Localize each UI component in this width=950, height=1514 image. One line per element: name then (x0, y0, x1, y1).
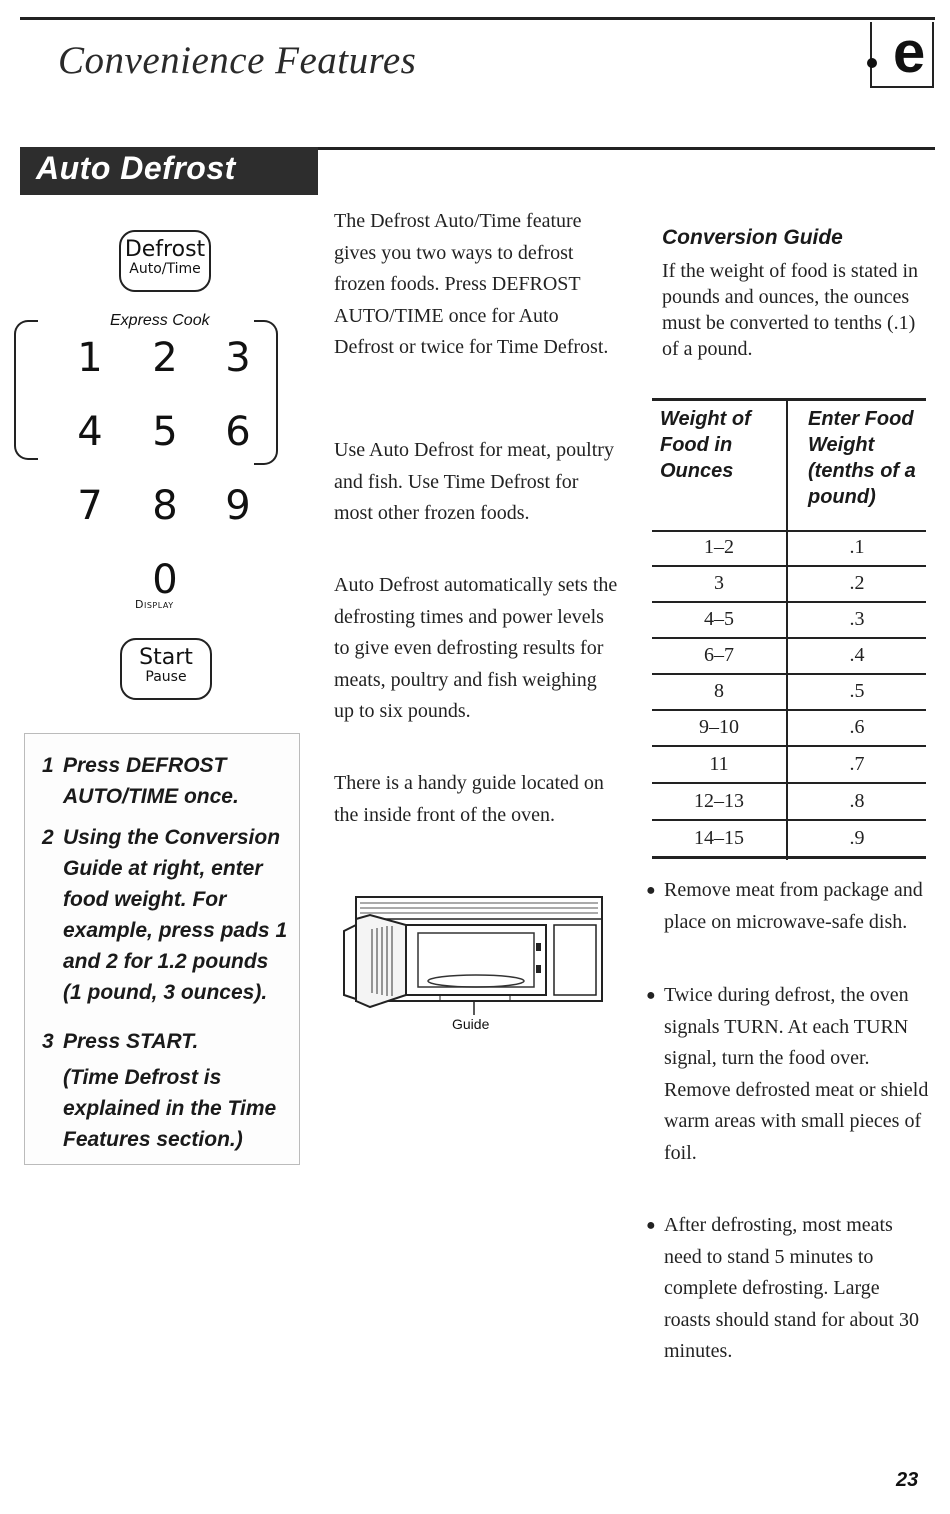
start-pad (120, 638, 212, 700)
table-top-rule (652, 398, 926, 401)
display-label: Display (135, 598, 174, 611)
guide-paragraph: There is a handy guide located on the inside front of the oven. (334, 772, 604, 826)
table-cell-ounces: 14–15 (694, 827, 744, 849)
table-cell-ounces: 3 (714, 572, 724, 594)
oven-illustration (340, 895, 610, 1025)
defrost-pad (119, 230, 211, 292)
table-cell-ounces: 1–2 (704, 536, 734, 558)
table-row-rule (652, 601, 926, 603)
table-cell-tenths: .5 (849, 680, 865, 702)
key-3: 3 (225, 335, 251, 381)
table-cell-tenths: .8 (849, 790, 865, 812)
corner-dot-icon (867, 58, 877, 68)
table-bottom-rule (652, 856, 926, 859)
table-row-rule (652, 673, 926, 675)
oven-drawing (340, 895, 610, 1020)
step-text: Using the Conversion Guide at right, enter food weight. For example, press pads 1 and 2 for 1.2 pounds (1 pound, 3 ounces). (63, 826, 288, 1004)
step-number: 3 (42, 1030, 54, 1053)
table-row-rule (652, 565, 926, 567)
guide-label: Guide (452, 1016, 490, 1032)
step-3 (42, 1026, 292, 1057)
usage-paragraph: Use Auto Defrost for meat, poultry and fish. Use Time Defrost for most other frozen foods. (334, 439, 614, 524)
table-row-rule (652, 709, 926, 711)
key-7: 7 (77, 483, 103, 529)
express-cook-label: Express Cook (110, 312, 210, 329)
key-8: 8 (152, 483, 178, 529)
tip-text: After defrosting, most meats need to stand 5 minutes to complete defrosting. Large roasts should stand for about 30 minutes. (664, 1214, 919, 1362)
table-row-rule (652, 745, 926, 747)
step-note (42, 1062, 292, 1155)
bullet-icon: ● (646, 1217, 656, 1234)
key-9: 9 (225, 483, 251, 529)
step-number: 2 (42, 826, 54, 849)
key-5: 5 (152, 409, 178, 455)
defrost-pad-sublabel: Auto/Time (129, 261, 201, 277)
step-1 (42, 750, 292, 812)
key-0: 0 (152, 557, 178, 603)
tip-bullet-2 (646, 980, 931, 1169)
conversion-guide-intro: If the weight of food is stated in pounds and ounces, the ounces must be converted to tenths (.1) of a pound. (662, 260, 919, 360)
step-note-text: (Time Defrost is explained in the Time Features section.) (63, 1066, 277, 1151)
table-header-ounces: Weight of Food in Ounces (660, 408, 751, 482)
table-row-rule (652, 637, 926, 639)
keypad-illustration (0, 0, 320, 720)
key-4: 4 (77, 409, 103, 455)
conversion-table (652, 398, 926, 860)
table-cell-ounces: 8 (714, 680, 724, 702)
table-header-tenths: Enter Food Weight (tenths of a pound) (808, 408, 916, 508)
express-bracket-left (14, 320, 38, 460)
section-title: Auto Defrost (36, 150, 236, 186)
table-cell-tenths: .4 (849, 644, 865, 666)
bullet-icon: ● (646, 882, 656, 899)
start-pad-label: Start (139, 645, 193, 670)
table-cell-tenths: .3 (849, 608, 865, 630)
table-cell-ounces: 4–5 (704, 608, 734, 630)
step-text: Press START. (63, 1030, 199, 1053)
tip-bullet-3 (646, 1210, 931, 1368)
tip-text: Twice during defrost, the oven signals TURN. At each TURN signal, turn the food over. Remove defrosted meat or shield warm areas with small pieces of foil. (664, 984, 929, 1164)
table-row-rule (652, 782, 926, 784)
step-number: 1 (42, 754, 54, 777)
conversion-guide-title: Conversion Guide (662, 226, 843, 249)
corner-logo-icon: e (893, 20, 926, 85)
table-cell-tenths: .7 (849, 753, 865, 775)
table-cell-tenths: .6 (849, 716, 865, 738)
tip-bullet-1 (646, 875, 931, 938)
step-2 (42, 822, 292, 1008)
tip-text: Remove meat from package and place on microwave-safe dish. (664, 879, 923, 933)
table-cell-tenths: .1 (849, 536, 865, 558)
key-1: 1 (77, 335, 103, 381)
key-6: 6 (225, 409, 251, 455)
start-pad-sublabel: Pause (145, 669, 187, 685)
page-number: 23 (896, 1469, 919, 1491)
table-cell-ounces: 11 (709, 753, 729, 775)
table-row-rule (652, 819, 926, 821)
key-2: 2 (152, 335, 178, 381)
defrost-pad-label: Defrost (124, 237, 206, 262)
intro-paragraph: The Defrost Auto/Time feature gives you two ways to defrost frozen foods. Press DEFROST AUTO/TIME once for Auto Defrost or twice for Time Defrost. (334, 210, 609, 358)
bullet-icon: ● (646, 987, 656, 1004)
table-cell-ounces: 12–13 (694, 790, 744, 812)
table-cell-ounces: 6–7 (704, 644, 734, 666)
table-cell-tenths: .9 (849, 827, 865, 849)
table-cell-ounces: 9–10 (699, 716, 739, 738)
table-cell-tenths: .2 (849, 572, 865, 594)
page-title: Convenience Features (58, 39, 417, 82)
step-text: Press DEFROST AUTO/TIME once. (63, 754, 239, 808)
auto-defrost-paragraph: Auto Defrost automatically sets the defrosting times and power levels to give even defrosting results for meats, poultry and fish weighing up to six pounds. (334, 574, 618, 722)
